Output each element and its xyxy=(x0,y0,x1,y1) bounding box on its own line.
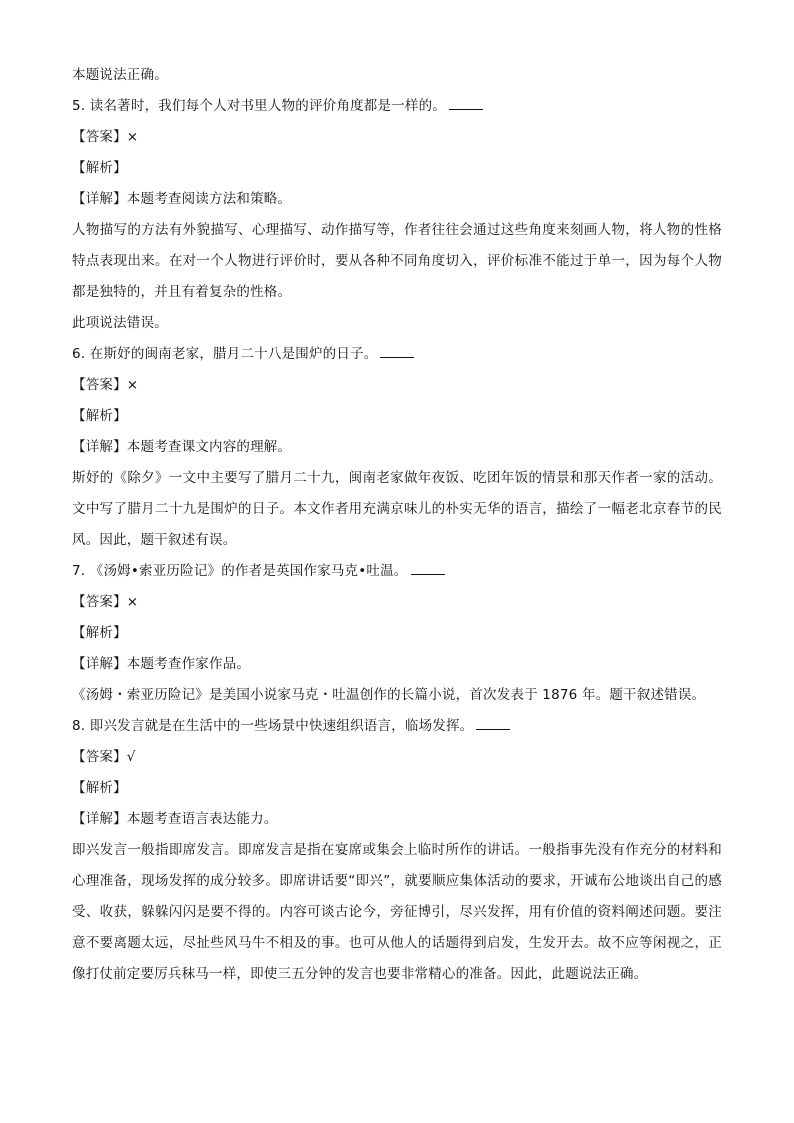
question-7-text: 7. 《汤姆•索亚历险记》的作者是英国作家马克•吐温。 xyxy=(72,563,408,579)
detail-6-heading: 【详解】本题考查课文内容的理解。 xyxy=(72,439,292,455)
analysis-6-heading: 【解析】 xyxy=(72,408,127,424)
question-5 xyxy=(72,91,722,122)
question-6 xyxy=(72,339,722,370)
detail-7-heading: 【详解】本题考查作家作品。 xyxy=(72,656,251,672)
answer-blank xyxy=(476,717,510,730)
detail-6-paragraph: 斯妤的《除夕》一文中主要写了腊月二十九，闽南老家做年夜饭、吃团年饭的情景和那天作者一家的活动。文中写了腊月二十九是围炉的日子。本文作者用充满京味儿的朴实无华的语言，描绘了一幅老北京春节的民风。因此，题干叙述有误。 xyxy=(72,470,722,548)
analysis-5-heading: 【解析】 xyxy=(72,160,127,176)
question-6-text: 6. 在斯妤的闽南老家，腊月二十八是围炉的日子。 xyxy=(72,346,378,362)
detail-7-paragraph: 《汤姆・索亚历险记》是美国小说家马克・吐温创作的长篇小说，首次发表于 1876 年。题干叙述错误。 xyxy=(72,687,706,703)
conclusion-prev: 本题说法正确。 xyxy=(72,67,168,83)
answer-blank xyxy=(449,97,483,110)
detail-5-paragraph: 人物描写的方法有外貌描写、心理描写、动作描写等，作者往往会通过这些角度来刻画人物，将人物的性格特点表现出来。在对一个人物进行评价时，要从各种不同角度切入，评价标准不能过于单一，因为每个人物都是独特的，并且有着复杂的性格。 xyxy=(72,222,722,300)
question-7 xyxy=(72,556,722,587)
answer-blank xyxy=(380,345,414,358)
analysis-8-heading: 【解析】 xyxy=(72,780,127,796)
conclusion-5: 此项说法错误。 xyxy=(72,315,168,331)
question-8-text: 8. 即兴发言就是在生活中的一些场景中快速组织语言，临场发挥。 xyxy=(72,718,474,734)
detail-8-paragraph: 即兴发言一般指即席发言。即席发言是指在宴席或集会上临时所作的讲话。一般指事先没有作充分的材料和心理准备，现场发挥的成分较多。即席讲话要“即兴”，就要顺应集体活动的要求，开诚布公地谈出自己的感受、收获，躲躲闪闪是要不得的。内容可谈古论今，旁征博引，尽兴发挥，用有价值的资料阐述问题。要注意不要离题太远，尽扯些风马牛不相及的事。也可从他人的话题得到启发，生发开去。故不应等闲视之，正像打仗前定要厉兵秣马一样，即使三五分钟的发言也要非常精心的准备。因此，此题说法正确。 xyxy=(72,842,722,982)
analysis-7-heading: 【解析】 xyxy=(72,625,127,641)
detail-5-heading: 【详解】本题考查阅读方法和策略。 xyxy=(72,191,292,207)
answer-5: 【答案】× xyxy=(72,129,139,145)
question-5-text: 5. 读名著时，我们每个人对书里人物的评价角度都是一样的。 xyxy=(72,98,446,114)
answer-8: 【答案】√ xyxy=(72,749,136,765)
answer-7: 【答案】× xyxy=(72,594,139,610)
answer-6: 【答案】× xyxy=(72,377,139,393)
document-page xyxy=(72,60,722,990)
question-8 xyxy=(72,711,722,742)
answer-blank xyxy=(411,562,445,575)
detail-8-heading: 【详解】本题考查语言表达能力。 xyxy=(72,811,278,827)
